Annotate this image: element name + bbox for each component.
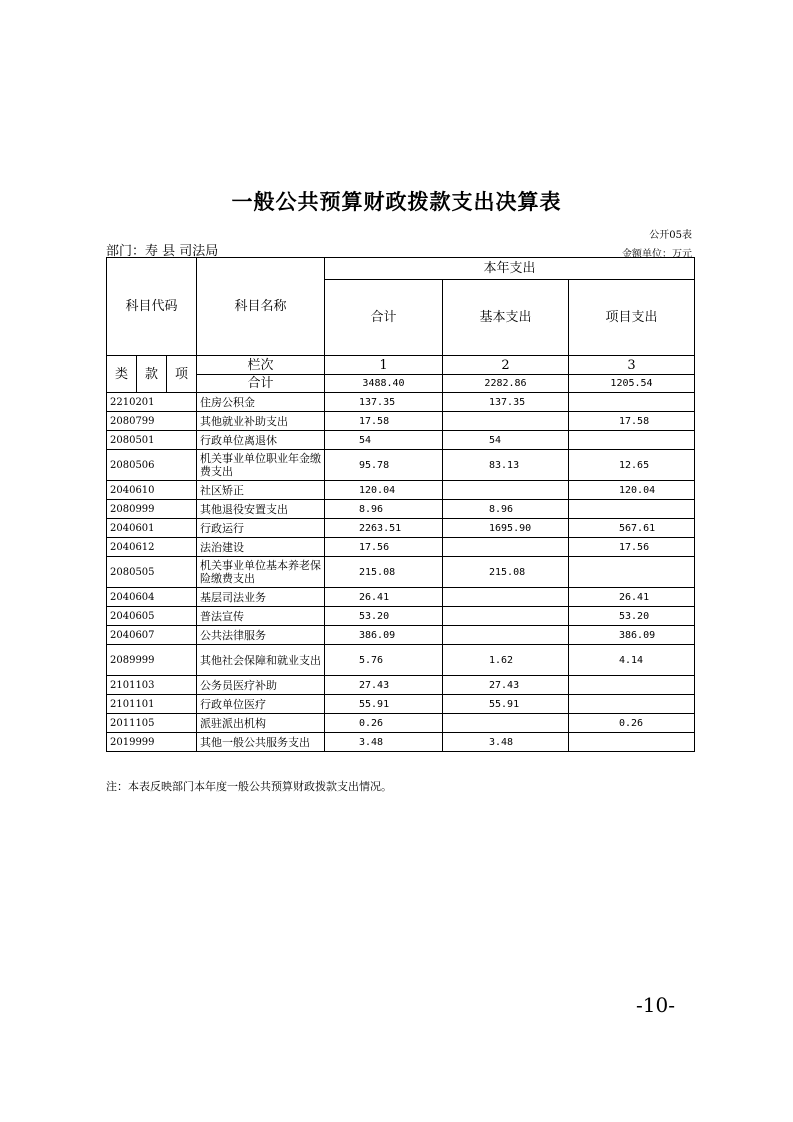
row-code: 2040601 bbox=[107, 519, 197, 538]
header-current-year: 本年支出 bbox=[325, 258, 695, 280]
row-code: 2080999 bbox=[107, 500, 197, 519]
row-total: 5.76 bbox=[325, 645, 443, 676]
amount-unit: 金额单位：万元 bbox=[622, 249, 692, 260]
row-name: 行政运行 bbox=[197, 519, 325, 538]
table-row bbox=[107, 519, 695, 538]
row-project: 120.04 bbox=[569, 481, 695, 500]
row-project bbox=[569, 733, 695, 752]
row-total: 120.04 bbox=[325, 481, 443, 500]
table-row bbox=[107, 431, 695, 450]
row-project bbox=[569, 431, 695, 450]
row-project: 567.61 bbox=[569, 519, 695, 538]
row-project bbox=[569, 393, 695, 412]
table-row bbox=[107, 557, 695, 588]
row-total: 3.48 bbox=[325, 733, 443, 752]
header-xiang: 项 bbox=[167, 356, 197, 393]
row-total: 215.08 bbox=[325, 557, 443, 588]
document-title: 一般公共预算财政拨款支出决算表 bbox=[231, 190, 562, 214]
row-project: 12.65 bbox=[569, 450, 695, 481]
row-name: 机关事业单位职业年金缴费支出 bbox=[197, 450, 325, 481]
row-basic: 1695.90 bbox=[443, 519, 569, 538]
table-row bbox=[107, 676, 695, 695]
header-column-label: 栏次 bbox=[197, 356, 325, 375]
row-project: 53.20 bbox=[569, 607, 695, 626]
row-basic bbox=[443, 412, 569, 431]
row-name: 派驻派出机构 bbox=[197, 714, 325, 733]
header-basic: 基本支出 bbox=[443, 280, 569, 356]
row-basic: 3.48 bbox=[443, 733, 569, 752]
row-name: 普法宣传 bbox=[197, 607, 325, 626]
header-project: 项目支出 bbox=[569, 280, 695, 356]
row-name: 行政单位离退休 bbox=[197, 431, 325, 450]
header-subject-code: 科目代码 bbox=[107, 258, 197, 356]
row-name: 公共法律服务 bbox=[197, 626, 325, 645]
row-total: 17.58 bbox=[325, 412, 443, 431]
row-basic: 54 bbox=[443, 431, 569, 450]
row-name: 公务员医疗补助 bbox=[197, 676, 325, 695]
row-code: 2040610 bbox=[107, 481, 197, 500]
row-project: 17.56 bbox=[569, 538, 695, 557]
sum-project: 1205.54 bbox=[569, 375, 695, 393]
table-row bbox=[107, 412, 695, 431]
row-basic: 27.43 bbox=[443, 676, 569, 695]
table-row bbox=[107, 393, 695, 412]
row-total: 386.09 bbox=[325, 626, 443, 645]
row-name: 法治建设 bbox=[197, 538, 325, 557]
row-basic: 83.13 bbox=[443, 450, 569, 481]
form-number: 公开05表 bbox=[649, 230, 692, 241]
header-col3: 3 bbox=[569, 356, 695, 375]
row-basic: 215.08 bbox=[443, 557, 569, 588]
sum-label: 合计 bbox=[197, 375, 325, 393]
row-code: 2210201 bbox=[107, 393, 197, 412]
header-subject-name: 科目名称 bbox=[197, 258, 325, 356]
row-basic bbox=[443, 481, 569, 500]
row-total: 53.20 bbox=[325, 607, 443, 626]
page-number: -10- bbox=[636, 993, 675, 1017]
table-row bbox=[107, 500, 695, 519]
row-total: 17.56 bbox=[325, 538, 443, 557]
table-note: 注：本表反映部门本年度一般公共预算财政拨款支出情况。 bbox=[106, 780, 392, 793]
row-code: 2080506 bbox=[107, 450, 197, 481]
row-code: 2040605 bbox=[107, 607, 197, 626]
row-name: 行政单位医疗 bbox=[197, 695, 325, 714]
row-project: 26.41 bbox=[569, 588, 695, 607]
table-row bbox=[107, 645, 695, 676]
row-project: 0.26 bbox=[569, 714, 695, 733]
row-basic: 8.96 bbox=[443, 500, 569, 519]
row-total: 137.35 bbox=[325, 393, 443, 412]
row-name: 基层司法业务 bbox=[197, 588, 325, 607]
row-project: 17.58 bbox=[569, 412, 695, 431]
header-lei: 类 bbox=[107, 356, 137, 393]
row-code: 2080799 bbox=[107, 412, 197, 431]
row-total: 2263.51 bbox=[325, 519, 443, 538]
row-code: 2101101 bbox=[107, 695, 197, 714]
row-project bbox=[569, 676, 695, 695]
row-code: 2080501 bbox=[107, 431, 197, 450]
table-row bbox=[107, 450, 695, 481]
row-code: 2101103 bbox=[107, 676, 197, 695]
table-row bbox=[107, 626, 695, 645]
row-basic bbox=[443, 626, 569, 645]
row-name: 机关事业单位基本养老保险缴费支出 bbox=[197, 557, 325, 588]
header-col1: 1 bbox=[325, 356, 443, 375]
row-total: 95.78 bbox=[325, 450, 443, 481]
table-row bbox=[107, 607, 695, 626]
table-row bbox=[107, 588, 695, 607]
table-row bbox=[107, 538, 695, 557]
row-code: 2040604 bbox=[107, 588, 197, 607]
row-name: 其他就业补助支出 bbox=[197, 412, 325, 431]
row-basic bbox=[443, 607, 569, 626]
row-total: 8.96 bbox=[325, 500, 443, 519]
row-name: 住房公积金 bbox=[197, 393, 325, 412]
row-name: 其他退役安置支出 bbox=[197, 500, 325, 519]
department-label: 部门：寿 县 司法局 bbox=[106, 244, 219, 259]
sum-basic: 2282.86 bbox=[443, 375, 569, 393]
row-project bbox=[569, 500, 695, 519]
row-total: 55.91 bbox=[325, 695, 443, 714]
row-total: 54 bbox=[325, 431, 443, 450]
row-basic bbox=[443, 538, 569, 557]
row-basic: 137.35 bbox=[443, 393, 569, 412]
header-total: 合计 bbox=[325, 280, 443, 356]
row-basic: 1.62 bbox=[443, 645, 569, 676]
row-total: 0.26 bbox=[325, 714, 443, 733]
sum-total: 3488.40 bbox=[325, 375, 443, 393]
table-row bbox=[107, 733, 695, 752]
row-project bbox=[569, 557, 695, 588]
row-basic bbox=[443, 714, 569, 733]
row-basic bbox=[443, 588, 569, 607]
table-row bbox=[107, 714, 695, 733]
row-code: 2040612 bbox=[107, 538, 197, 557]
row-project: 4.14 bbox=[569, 645, 695, 676]
header-kuan: 款 bbox=[137, 356, 167, 393]
row-project bbox=[569, 695, 695, 714]
row-code: 2019999 bbox=[107, 733, 197, 752]
row-basic: 55.91 bbox=[443, 695, 569, 714]
row-code: 2080505 bbox=[107, 557, 197, 588]
row-total: 27.43 bbox=[325, 676, 443, 695]
row-code: 2089999 bbox=[107, 645, 197, 676]
row-project: 386.09 bbox=[569, 626, 695, 645]
table-row bbox=[107, 695, 695, 714]
row-total: 26.41 bbox=[325, 588, 443, 607]
row-name: 社区矫正 bbox=[197, 481, 325, 500]
row-code: 2040607 bbox=[107, 626, 197, 645]
table-row bbox=[107, 481, 695, 500]
row-name: 其他社会保障和就业支出 bbox=[197, 645, 325, 676]
row-code: 2011105 bbox=[107, 714, 197, 733]
row-name: 其他一般公共服务支出 bbox=[197, 733, 325, 752]
expenditure-table bbox=[106, 257, 695, 752]
header-col2: 2 bbox=[443, 356, 569, 375]
